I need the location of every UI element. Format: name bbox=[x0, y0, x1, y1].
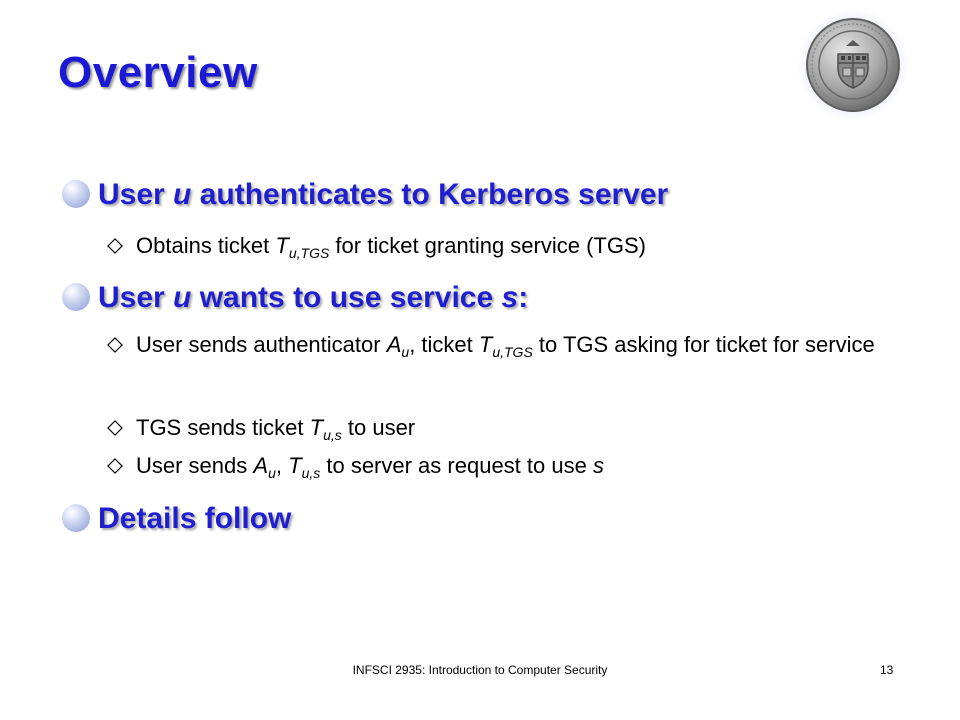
subscript: u bbox=[401, 344, 410, 360]
bullet-text: authenticates to Kerberos server bbox=[191, 178, 669, 211]
math-variable: A bbox=[386, 332, 402, 357]
math-variable: T bbox=[288, 453, 302, 478]
math-variable: s bbox=[592, 453, 604, 478]
page-number: 13 bbox=[880, 663, 894, 677]
text-run: User sends bbox=[136, 453, 254, 478]
sphere-bullet-icon bbox=[62, 504, 90, 532]
bullet-level2-text bbox=[136, 231, 886, 268]
diamond-bullet-icon bbox=[106, 457, 124, 475]
math-variable: T bbox=[275, 233, 289, 258]
bullet-level2 bbox=[106, 231, 886, 268]
subscript: u,TGS bbox=[288, 245, 330, 261]
text-run: to user bbox=[341, 415, 416, 440]
math-variable: T bbox=[478, 332, 493, 357]
sphere-bullet-icon bbox=[62, 283, 90, 311]
bullet-text: s bbox=[501, 281, 519, 314]
bullet-level1 bbox=[62, 178, 668, 212]
bullet-level1 bbox=[62, 502, 291, 536]
bullet-level2 bbox=[106, 451, 886, 488]
diamond-bullet-icon bbox=[106, 419, 124, 437]
bullet-text: User bbox=[98, 178, 174, 211]
text-run: TGS sends ticket bbox=[136, 415, 310, 440]
math-variable: T bbox=[309, 415, 324, 440]
bullet-text: u bbox=[173, 178, 192, 211]
diamond-bullet-icon bbox=[106, 336, 124, 354]
text-run: User sends authenticator bbox=[136, 332, 387, 357]
bullet-text: Details follow bbox=[98, 502, 292, 535]
subscript: u,s bbox=[323, 427, 342, 443]
bullet-level2-text bbox=[136, 451, 886, 488]
text-run: for ticket granting service (TGS) bbox=[329, 233, 646, 258]
footer-course: INFSCI 2935: Introduction to Computer Security bbox=[352, 663, 608, 677]
text-run: to server as request to use bbox=[320, 453, 593, 478]
bullet-level2 bbox=[106, 413, 886, 450]
bullet-text: u bbox=[173, 281, 192, 314]
bullet-level1 bbox=[62, 281, 528, 315]
text-run: Obtains ticket bbox=[136, 233, 276, 258]
diamond-bullet-icon bbox=[106, 237, 124, 255]
bullet-text: wants to use service bbox=[191, 281, 502, 314]
bullet-level2-text bbox=[136, 413, 886, 450]
slide-title: Overview bbox=[58, 48, 258, 97]
math-variable: A bbox=[253, 453, 269, 478]
subscript: u,s bbox=[301, 465, 321, 481]
subscript: u bbox=[268, 465, 276, 481]
sphere-bullet-icon bbox=[62, 180, 90, 208]
university-seal-icon bbox=[796, 8, 910, 122]
text-run: to TGS asking for ticket for service bbox=[532, 332, 875, 357]
bullet-text: : bbox=[518, 281, 529, 314]
bullet-level2 bbox=[106, 330, 886, 367]
subscript: u,TGS bbox=[492, 344, 533, 360]
bullet-level2-text bbox=[136, 330, 886, 367]
text-run: , ticket bbox=[409, 332, 479, 357]
bullet-text: User bbox=[98, 281, 174, 314]
text-run: , bbox=[275, 453, 289, 478]
